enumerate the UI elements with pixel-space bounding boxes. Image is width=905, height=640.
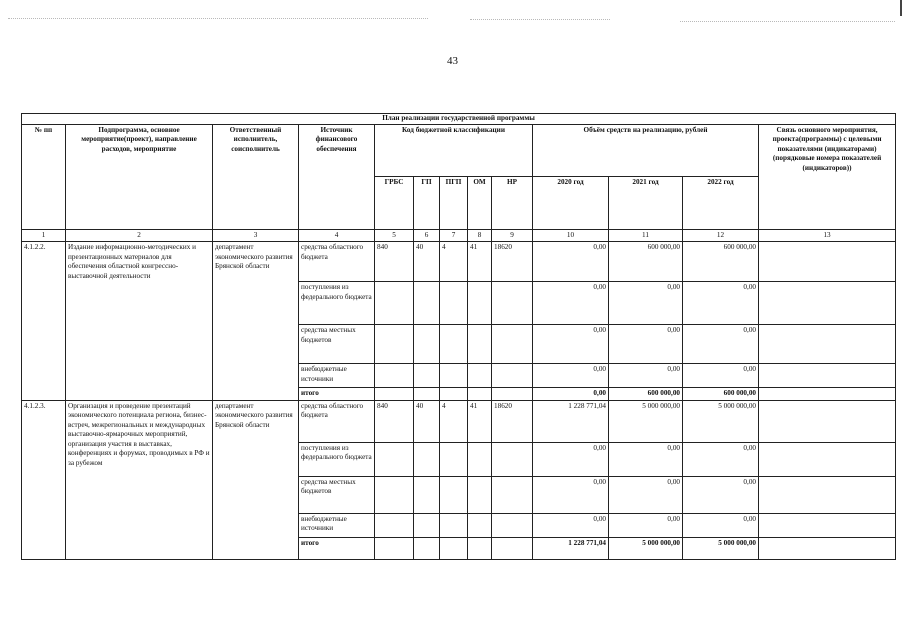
code-grbs	[375, 442, 414, 476]
code-np	[492, 325, 533, 364]
amount-2022: 0,00	[683, 282, 759, 325]
code-np	[492, 282, 533, 325]
amount-2022: 0,00	[683, 476, 759, 513]
header-om: ОМ	[468, 176, 492, 229]
indicator-link	[759, 513, 896, 537]
indicator-link	[759, 476, 896, 513]
code-pgp	[440, 513, 468, 537]
column-number: 9	[492, 229, 533, 242]
code-grbs	[375, 513, 414, 537]
code-pgp	[440, 388, 468, 401]
table-row	[22, 242, 896, 282]
code-np: 18620	[492, 242, 533, 282]
code-gp	[414, 282, 440, 325]
code-om: 41	[468, 242, 492, 282]
amount-2020: 0,00	[533, 242, 609, 282]
code-gp	[414, 388, 440, 401]
header-pgp: ПГП	[440, 176, 468, 229]
header-budget-code: Код бюджетной классификации	[375, 124, 533, 176]
amount-2022: 600 000,00	[683, 388, 759, 401]
amount-2021: 0,00	[609, 364, 683, 388]
item-name: Организация и проведение презентаций экономического потенциала региона, бизнес-встреч, межрегиональных и международных выставочно-ярмарочных мероприятий, организация участия в выставках, конференциях и форумах, проводимых в РФ и за рубежом	[66, 400, 213, 559]
column-number: 13	[759, 229, 896, 242]
indicator-link	[759, 400, 896, 442]
header-volume: Объём средств на реализацию, рублей	[533, 124, 759, 176]
indicator-link	[759, 442, 896, 476]
indicator-link	[759, 325, 896, 364]
code-pgp	[440, 476, 468, 513]
page-number: 43	[447, 55, 458, 67]
amount-2021: 5 000 000,00	[609, 400, 683, 442]
column-number: 3	[213, 229, 299, 242]
amount-2022: 5 000 000,00	[683, 537, 759, 559]
amount-2021: 600 000,00	[609, 242, 683, 282]
code-gp	[414, 476, 440, 513]
code-gp: 40	[414, 400, 440, 442]
amount-2021: 0,00	[609, 513, 683, 537]
funding-source: средства областного бюджета	[299, 400, 375, 442]
column-number: 11	[609, 229, 683, 242]
code-om	[468, 476, 492, 513]
code-grbs: 840	[375, 400, 414, 442]
code-np	[492, 476, 533, 513]
code-grbs	[375, 476, 414, 513]
code-pgp: 4	[440, 400, 468, 442]
amount-2022: 600 000,00	[683, 242, 759, 282]
code-om	[468, 364, 492, 388]
code-gp	[414, 442, 440, 476]
scan-artifact-line	[470, 19, 610, 21]
code-om	[468, 537, 492, 559]
page-edge-mark	[900, 0, 902, 16]
code-np	[492, 388, 533, 401]
amount-2021: 0,00	[609, 325, 683, 364]
header-2021: 2021 год	[609, 176, 683, 229]
amount-2021: 0,00	[609, 476, 683, 513]
indicator-link	[759, 282, 896, 325]
code-pgp	[440, 325, 468, 364]
code-grbs	[375, 282, 414, 325]
funding-source: итого	[299, 388, 375, 401]
funding-source: итого	[299, 537, 375, 559]
item-executor: департамент экономического развития Брянской области	[213, 242, 299, 401]
code-om	[468, 513, 492, 537]
funding-source: средства местных бюджетов	[299, 325, 375, 364]
indicator-link	[759, 388, 896, 401]
amount-2021: 600 000,00	[609, 388, 683, 401]
header-executor: Ответственный исполнитель, соисполнитель	[213, 124, 299, 229]
amount-2021: 0,00	[609, 442, 683, 476]
code-pgp	[440, 364, 468, 388]
funding-source: средства областного бюджета	[299, 242, 375, 282]
program-plan-table	[21, 113, 896, 560]
code-np: 18620	[492, 400, 533, 442]
item-number: 4.1.2.3.	[22, 400, 66, 559]
indicator-link	[759, 537, 896, 559]
code-np	[492, 442, 533, 476]
scan-artifact-line	[680, 21, 895, 23]
amount-2020: 1 228 771,04	[533, 537, 609, 559]
column-number: 12	[683, 229, 759, 242]
column-number: 2	[66, 229, 213, 242]
code-pgp	[440, 282, 468, 325]
header-link: Связь основного мероприятия, проекта(программы) с целевыми показателями (индикаторами) (порядковые номера показателей (индикаторов))	[759, 124, 896, 229]
column-number: 8	[468, 229, 492, 242]
code-np	[492, 364, 533, 388]
amount-2020: 0,00	[533, 442, 609, 476]
code-grbs	[375, 325, 414, 364]
column-number: 1	[22, 229, 66, 242]
header-program: Подпрограмма, основное мероприятие(проект), направление расходов, мероприятие	[66, 124, 213, 229]
funding-source: поступления из федерального бюджета	[299, 282, 375, 325]
code-grbs	[375, 388, 414, 401]
code-pgp: 4	[440, 242, 468, 282]
amount-2020: 0,00	[533, 513, 609, 537]
code-pgp	[440, 537, 468, 559]
header-np: НР	[492, 176, 533, 229]
code-gp	[414, 513, 440, 537]
header-2020: 2020 год	[533, 176, 609, 229]
column-number: 7	[440, 229, 468, 242]
code-gp	[414, 325, 440, 364]
column-number: 10	[533, 229, 609, 242]
header-gp: ГП	[414, 176, 440, 229]
amount-2020: 0,00	[533, 282, 609, 325]
table-title: План реализации государственной программы	[22, 114, 896, 125]
code-pgp	[440, 442, 468, 476]
code-np	[492, 513, 533, 537]
table-row	[22, 400, 896, 442]
code-gp	[414, 537, 440, 559]
amount-2020: 0,00	[533, 388, 609, 401]
column-number: 5	[375, 229, 414, 242]
funding-source: внебюджетные источники	[299, 513, 375, 537]
column-number: 4	[299, 229, 375, 242]
amount-2020: 0,00	[533, 476, 609, 513]
amount-2022: 0,00	[683, 513, 759, 537]
funding-source: средства местных бюджетов	[299, 476, 375, 513]
item-name: Издание информационно-методических и презентационных материалов для обеспечения областной конгрессно-выставочной деятельности	[66, 242, 213, 401]
indicator-link	[759, 364, 896, 388]
code-om: 41	[468, 400, 492, 442]
amount-2020: 0,00	[533, 325, 609, 364]
item-executor: департамент экономического развития Брянской области	[213, 400, 299, 559]
indicator-link	[759, 242, 896, 282]
amount-2020: 0,00	[533, 364, 609, 388]
amount-2021: 0,00	[609, 282, 683, 325]
code-grbs	[375, 537, 414, 559]
amount-2022: 5 000 000,00	[683, 400, 759, 442]
code-np	[492, 537, 533, 559]
funding-source: внебюджетные источники	[299, 364, 375, 388]
column-number: 6	[414, 229, 440, 242]
header-grbs: ГРБС	[375, 176, 414, 229]
code-grbs: 840	[375, 242, 414, 282]
item-number: 4.1.2.2.	[22, 242, 66, 401]
amount-2022: 0,00	[683, 442, 759, 476]
header-num: № пп	[22, 124, 66, 229]
code-om	[468, 325, 492, 364]
code-om	[468, 388, 492, 401]
code-gp	[414, 364, 440, 388]
code-grbs	[375, 364, 414, 388]
amount-2020: 1 228 771,04	[533, 400, 609, 442]
code-gp: 40	[414, 242, 440, 282]
code-om	[468, 282, 492, 325]
amount-2021: 5 000 000,00	[609, 537, 683, 559]
header-source: Источник финансового обеспечения	[299, 124, 375, 229]
code-om	[468, 442, 492, 476]
scan-artifact-line	[8, 18, 428, 20]
header-2022: 2022 год	[683, 176, 759, 229]
funding-source: поступления из федерального бюджета	[299, 442, 375, 476]
amount-2022: 0,00	[683, 325, 759, 364]
amount-2022: 0,00	[683, 364, 759, 388]
